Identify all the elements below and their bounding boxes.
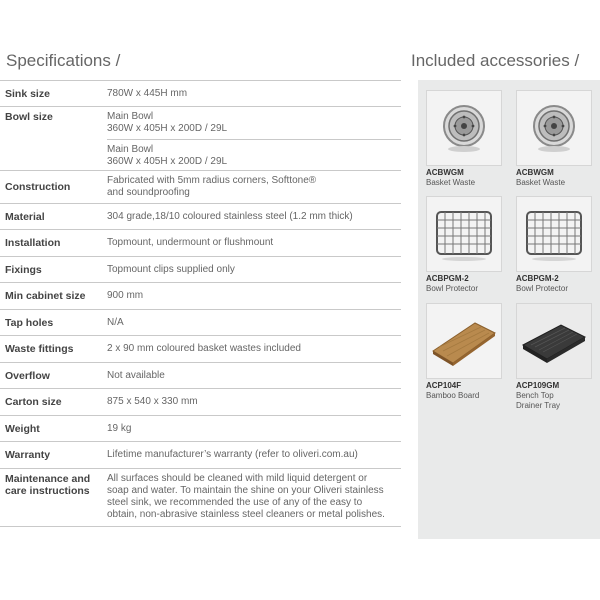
spec-value-line: Fabricated with 5mm radius corners, Softtone® <box>107 175 317 186</box>
accessories-heading: Included accessories / <box>411 51 580 70</box>
accessory-code: ACP109GM <box>516 381 560 390</box>
spec-label: Material <box>5 210 45 223</box>
spec-label: Carton size <box>5 396 62 408</box>
accessories-panel <box>418 80 600 539</box>
basket-waste-icon <box>516 90 592 166</box>
spec-row-maintenance <box>0 469 401 527</box>
spec-row-waste-fittings <box>0 336 401 363</box>
spec-value-line: and soundproofing <box>107 187 190 198</box>
spec-value: 19 kg <box>107 422 132 434</box>
accessory-card[interactable] <box>516 196 592 294</box>
spec-label: Tap holes <box>5 316 54 329</box>
spec-label: Waste fittings <box>5 343 74 355</box>
spec-row-fixings <box>0 257 401 283</box>
spec-row-min-cabinet-size <box>0 283 401 310</box>
spec-row-tap-holes <box>0 310 401 336</box>
spec-row-overflow <box>0 363 401 389</box>
spec-row-warranty <box>0 442 401 469</box>
bowl-dimensions: 360W x 405H x 200D / 29L <box>107 156 228 167</box>
bowl-protector-icon <box>426 196 502 272</box>
accessory-card[interactable] <box>516 90 592 188</box>
accessory-code: ACBPGM-2 <box>426 274 469 283</box>
accessory-card[interactable] <box>516 303 592 411</box>
bowl-entry <box>107 111 401 135</box>
maintenance-line: All surfaces should be cleaned with mild liquid detergent or <box>107 473 368 484</box>
accessory-code: ACBWGM <box>516 168 554 177</box>
spec-row-installation <box>0 230 401 257</box>
spec-value: 875 x 540 x 330 mm <box>107 396 198 407</box>
accessory-description: Basket Waste <box>516 178 566 187</box>
spec-value: Lifetime manufacturer’s warranty (refer to oliveri.com.au) <box>107 449 358 460</box>
accessory-description: Bench Top <box>516 391 554 400</box>
accessory-code: ACP104F <box>426 381 462 390</box>
spec-label: care instructions <box>5 485 90 497</box>
spec-label: Overflow <box>5 369 50 382</box>
bamboo-board-icon <box>426 303 502 379</box>
accessory-description: Bowl Protector <box>516 284 569 293</box>
spec-row-sink-size <box>0 81 401 107</box>
accessory-description: Basket Waste <box>426 178 476 187</box>
bowl-name: Main Bowl <box>107 111 154 122</box>
spec-label: Bowl size <box>5 111 53 123</box>
spec-value: Topmount clips supplied only <box>107 263 235 275</box>
spec-value: Topmount, undermount or flushmount <box>107 237 274 248</box>
specifications-heading: Specifications / <box>6 51 121 70</box>
bowl-dimensions: 360W x 405H x 200D / 29L <box>107 123 228 134</box>
spec-label: Min cabinet size <box>5 290 86 302</box>
spec-value: 2 x 90 mm coloured basket wastes included <box>107 343 301 354</box>
maintenance-line: obtain, non-abrasive stainless steel cleaners or metal polishes. <box>107 509 385 520</box>
accessory-card[interactable] <box>426 303 502 401</box>
accessory-description: Bowl Protector <box>426 284 479 293</box>
spec-row-bowl-size <box>0 107 401 171</box>
accessory-card[interactable] <box>426 90 502 188</box>
bowl-protector-icon <box>516 196 592 272</box>
spec-label: Warranty <box>5 449 51 461</box>
spec-row-construction <box>0 171 401 204</box>
spec-label: Maintenance and <box>5 473 91 485</box>
spec-label: Installation <box>5 237 61 249</box>
accessory-card[interactable] <box>426 196 502 294</box>
accessory-description: Drainer Tray <box>516 401 561 410</box>
bowl-name: Main Bowl <box>107 144 154 155</box>
spec-value: 780W x 445H mm <box>107 87 188 99</box>
drainer-tray-icon <box>516 303 592 379</box>
spec-value: 900 mm <box>107 290 144 301</box>
basket-waste-icon <box>426 90 502 166</box>
spec-row-carton-size <box>0 389 401 416</box>
spec-row-weight <box>0 416 401 442</box>
spec-row-material <box>0 204 401 230</box>
spec-value: 304 grade,18/10 coloured stainless steel (1.2 mm thick) <box>107 210 353 222</box>
accessory-description: Bamboo Board <box>426 391 480 400</box>
spec-label: Weight <box>5 422 40 435</box>
spec-label: Construction <box>5 181 71 193</box>
specifications-table <box>0 80 401 527</box>
spec-value: Not available <box>107 369 165 381</box>
spec-label: Sink size <box>5 87 50 100</box>
bowl-entry <box>107 139 401 168</box>
maintenance-line: steel sink, we recommended the use of any of the easy to <box>107 497 363 508</box>
spec-label: Fixings <box>5 263 42 276</box>
accessory-code: ACBWGM <box>426 168 464 177</box>
maintenance-line: soap and water. To maintain the shine on your Oliveri stainless <box>107 485 384 496</box>
spec-value: N/A <box>107 316 124 328</box>
accessory-code: ACBPGM-2 <box>516 274 559 283</box>
